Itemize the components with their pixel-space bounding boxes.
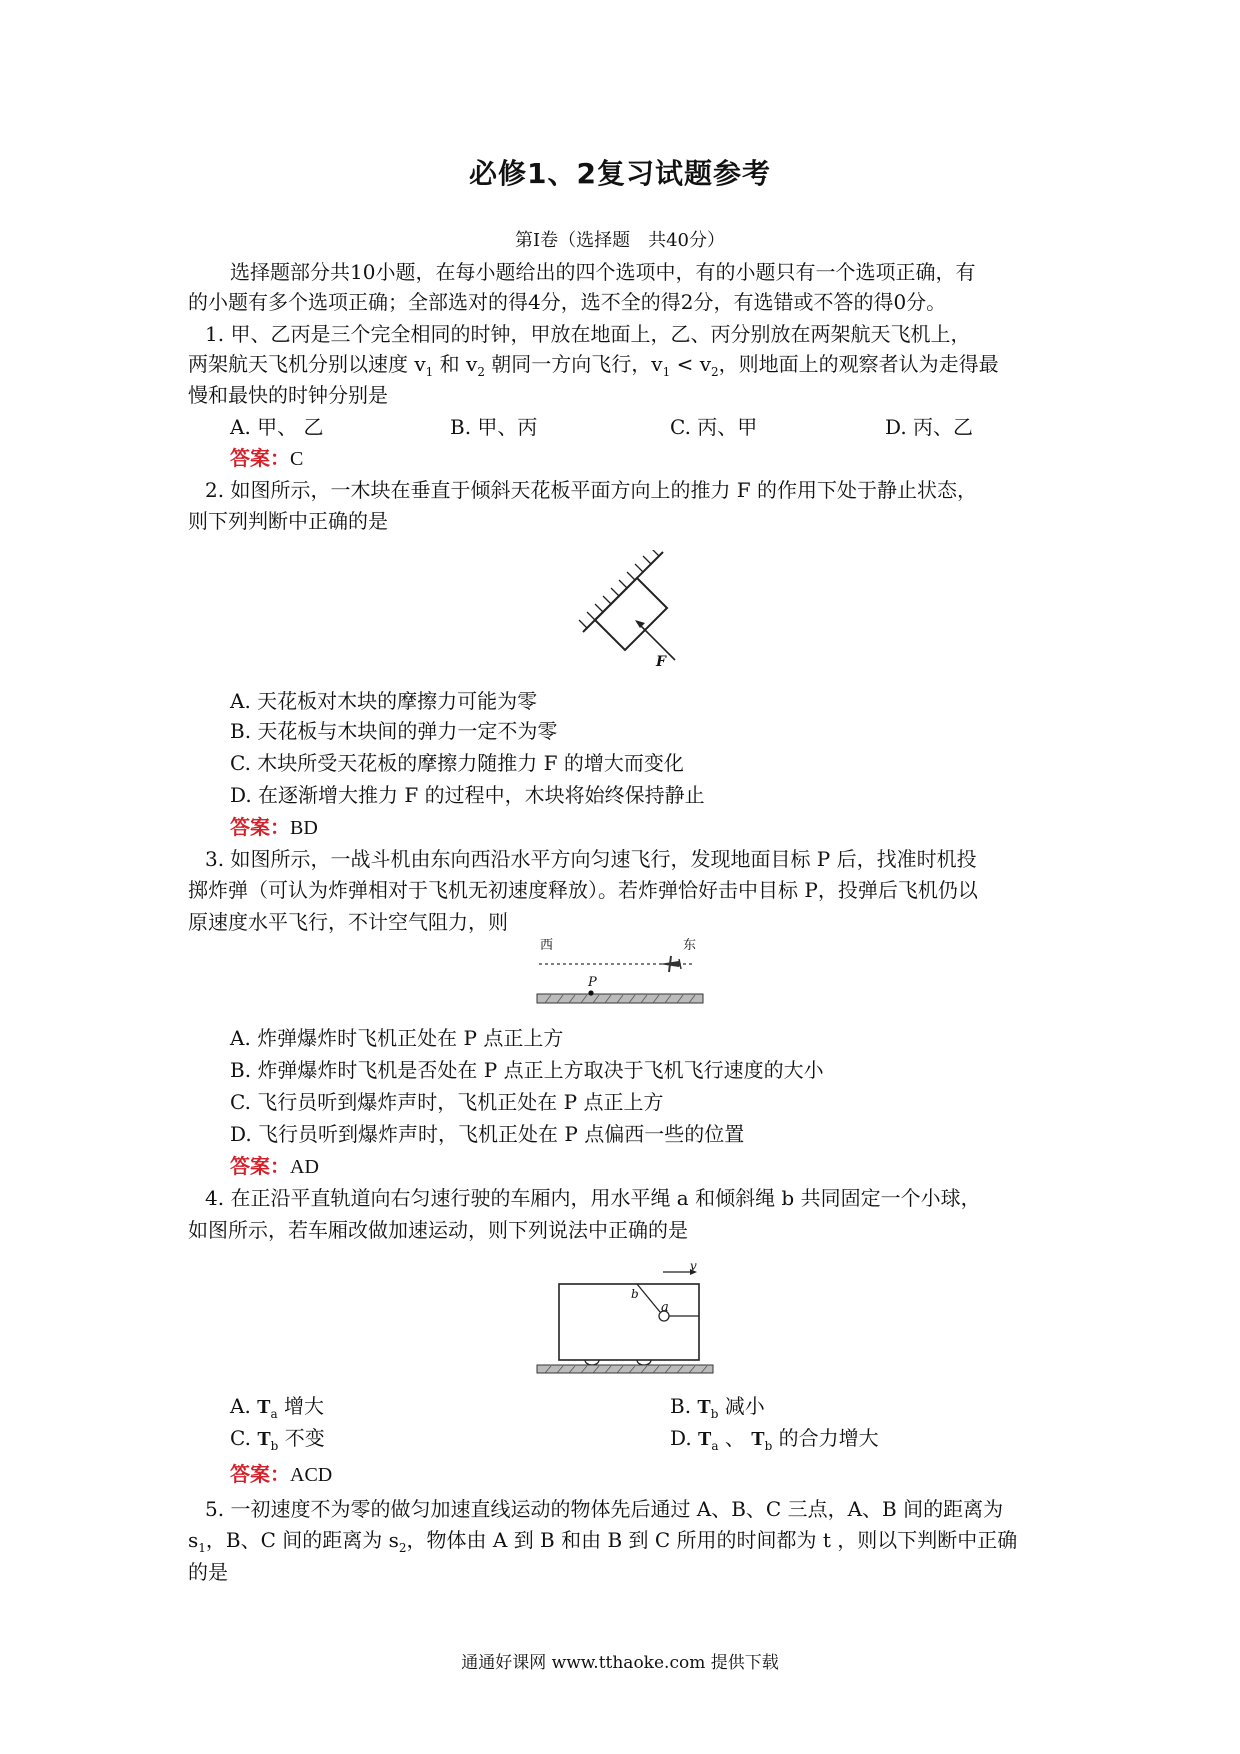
q3-option-b: B. 炸弹爆炸时飞机是否处在 P 点正上方取决于飞机飞行速度的大小 — [230, 1058, 824, 1082]
intro-line-2: 的小题有多个选项正确；全部选对的得4分，选不全的得2分，有选错或不答的得0分。 — [188, 290, 947, 314]
q4-figure-v-label: v — [690, 1259, 697, 1273]
q3-line-3: 原速度水平飞行，不计空气阻力，则 — [188, 910, 508, 934]
q2-option-a: A. 天花板对木块的摩擦力可能为零 — [230, 689, 538, 713]
q3-option-d: D. 飞行员听到爆炸声时，飞机正处在 P 点偏西一些的位置 — [230, 1122, 745, 1146]
target-p-point — [588, 990, 593, 995]
q4-option-c: C. $T_b$ 不变 — [230, 1426, 325, 1453]
q4-option-a: A. $T_a$ 增大 — [230, 1394, 325, 1421]
q2-line-1: 2. 如图所示，一木块在垂直于倾斜天花板平面方向上的推力 F 的作用下处于静止状态， — [205, 478, 978, 502]
q3-line-2: 掷炸弹（可认为炸弹相对于飞机无初速度释放）。若炸弹恰好击中目标 P，投弹后飞机仍以 — [188, 878, 978, 902]
q4-line-2: 如图所示，若车厢改做加速运动，则下列说法中正确的是 — [188, 1218, 688, 1242]
q3-figure-east-label: 东 — [683, 938, 697, 953]
q4-option-d: D. $T_a$ 、 $T_b$ 的合力增大 — [670, 1426, 879, 1453]
q4-line-1: 4. 在正沿平直轨道向右匀速行驶的车厢内，用水平绳 a 和倾斜绳 b 共同固定一个小球， — [205, 1186, 981, 1210]
section-header: 第Ⅰ卷（选择题 共40分） — [514, 230, 725, 251]
q1-line-2: 两架航天飞机分别以速度 $v_1$ 和 $v_2$ 朝同一方向飞行，$v_1 < v_2$，则地面上的观察者认为走得最 — [188, 352, 999, 379]
track-strip — [537, 1365, 713, 1373]
page-footer: 通通好课网 www.tthaoke.com 提供下载 — [461, 1653, 779, 1673]
q3-figure-p-label: P — [588, 975, 597, 990]
q3-figure-west-label: 西 — [540, 938, 554, 953]
q2-figure-ceiling-block — [575, 550, 685, 670]
rope-b — [637, 1284, 660, 1312]
q4-figure-b-label: b — [631, 1287, 639, 1301]
page-title: 必修1、2复习试题参考 — [469, 157, 771, 190]
q1-option-c: C. 丙、甲 — [670, 415, 758, 439]
q3-option-a: A. 炸弹爆炸时飞机正处在 P 点正上方 — [230, 1026, 564, 1050]
q2-figure-force-label: F — [656, 654, 666, 670]
q4-answer: 答案：ACD — [230, 1462, 333, 1486]
carriage-box — [559, 1284, 699, 1360]
q5-line-2: $s_1$，B、C 间的距离为 $s_2$，物体由 A 到 B 和由 B 到 C 所用的时间都为 t ，则以下判断中正确 — [188, 1528, 1018, 1555]
q3-option-c: C. 飞行员听到爆炸声时，飞机正处在 P 点正上方 — [230, 1090, 664, 1114]
q1-line-3: 慢和最快的时钟分别是 — [188, 383, 388, 407]
q1-option-d: D. 丙、乙 — [885, 415, 974, 439]
q1-line-1: 1. 甲、乙丙是三个完全相同的时钟，甲放在地面上，乙、丙分别放在两架航天飞机上， — [205, 322, 971, 346]
q5-line-3: 的是 — [188, 1560, 228, 1584]
q1-option-b: B. 甲、丙 — [450, 415, 538, 439]
wooden-block — [595, 578, 667, 650]
q2-option-b: B. 天花板与木块间的弹力一定不为零 — [230, 719, 558, 743]
q3-answer: 答案：AD — [230, 1154, 319, 1178]
q2-option-c: C. 木块所受天花板的摩擦力随推力 F 的增大而变化 — [230, 751, 684, 775]
intro-line-1: 选择题部分共10小题，在每小题给出的四个选项中，有的小题只有一个选项正确，有 — [230, 260, 976, 284]
plane-icon — [659, 956, 681, 972]
q4-option-b: B. $T_b$ 减小 — [670, 1394, 765, 1421]
q1-option-a: A. 甲、 乙 — [230, 415, 324, 439]
force-arrowhead — [635, 620, 645, 628]
q2-option-d: D. 在逐渐增大推力 F 的过程中，木块将始终保持静止 — [230, 783, 705, 807]
q2-line-2: 则下列判断中正确的是 — [188, 509, 388, 533]
q3-line-1: 3. 如图所示，一战斗机由东向西沿水平方向匀速飞行，发现地面目标 P 后，找准时机投 — [205, 847, 977, 871]
q4-figure-carriage — [533, 1258, 717, 1380]
q5-line-1: 5. 一初速度不为零的做匀加速直线运动的物体先后通过 A、B、C 三点，A、B 间的距离为 — [205, 1497, 1004, 1521]
q1-answer: 答案：C — [230, 446, 304, 470]
q2-answer: 答案：BD — [230, 815, 318, 839]
q4-figure-a-label: a — [661, 1300, 669, 1315]
q3-figure-plane-target — [535, 940, 705, 1006]
